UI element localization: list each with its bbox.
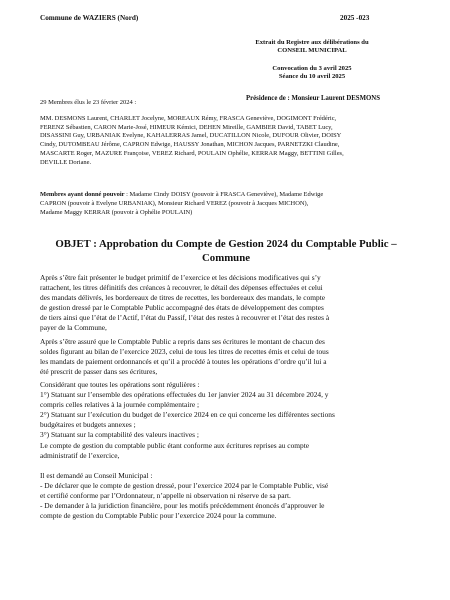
convocation-block	[232, 65, 392, 82]
body-line: Le compte de gestion du comptable public étant conforme aux écritures reprises au compte	[40, 440, 310, 450]
body-line: été prescrit de passer dans ses écritures,	[40, 367, 158, 377]
body-line: Après s’être assuré que le Comptable Public a repris dans ses écritures le montant de chacun des	[40, 337, 325, 346]
present-line: Cindy, DUTOMBEAU Jérôme, CAPRON Edwige, HAUSSY Jonathan, MICHON Jacques, PARNETZKI Claudine,	[40, 141, 340, 149]
present-members-list	[40, 115, 412, 167]
proxy-members	[40, 190, 412, 217]
body-line: budgétaires et budgets annexes ;	[40, 420, 136, 430]
paragraph-considerations-and-requests	[40, 380, 412, 521]
body-line: - De déclarer que le compte de gestion dressé, pour l’exercice 2024 par le Comptable Public, visé	[40, 480, 329, 490]
session-date: Séance du 10 avril 2025	[278, 73, 346, 81]
present-line: DISASSINI Guy, URBANIAK Evelyne, KAHALERRAS Jamel, DUCATILLON Nicole, DUFOUR Olivier, DOISY	[40, 132, 342, 140]
proxy-label: Membres ayant donné pouvoir	[40, 191, 125, 198]
present-line: DEVILLE Doriane.	[40, 158, 92, 166]
members-count: 29 Membres élus le 23 février 2024 :	[40, 99, 137, 106]
body-line: Considérant que toutes les opérations sont régulières :	[40, 380, 200, 389]
deliberation-reference: 2025 -023	[340, 14, 370, 22]
body-line: payer de la Commune,	[40, 323, 107, 333]
body-line: de tiers ainsi que l’état de l’Actif, l’état du Passif, l’état des restes à recouvrer et l’état des restes à	[40, 313, 330, 323]
commune-name: Commune de WAZIERS (Nord)	[40, 14, 139, 22]
blank-line	[40, 461, 412, 471]
proxy-line: Madame Maggy KERRAR (pouvoir à Ophélie POULAIN)	[40, 209, 193, 216]
body-line: 2°) Statuant sur l’exécution du budget de l’exercice 2024 en ce qui concerne les différentes sections	[40, 410, 335, 420]
convocation-date: Convocation du 3 avril 2025	[272, 65, 352, 72]
body-line: 3°) Statuant sur la comptabilité des valeurs inactives ;	[40, 430, 199, 440]
present-line: MASCARTE Roger, MAZURE Françoise, VEREZ Richard, POULAIN Ophélie, KERRAR Maggy, BETTINI Gilles,	[40, 149, 344, 157]
subject-line-1: OBJET : Approbation du Compte de Gestion 2024 du Comptable Public –	[55, 238, 397, 250]
body-line: compte de gestion du Comptable Public pour l’exercice 2024 pour la commune.	[40, 511, 277, 521]
deliberation-subject	[40, 237, 412, 265]
body-line: soldes figurant au bilan de l’exercice 2023, celui de tous les titres de recettes émis et celui de tous	[40, 347, 329, 357]
extract-line-2: CONSEIL MUNICIPAL	[277, 47, 347, 55]
body-line: - De demander à la juridiction financière, pour les motifs précédemment énoncés d’approuver le	[40, 501, 325, 511]
body-line: et certifié conforme par l’Ordonnateur, n’appelle ni observation ni réserve de sa part.	[40, 491, 291, 501]
present-line: MM. DESMONS Laurent, CHARLET Jocelyne, MOREAUX Rémy, FRASCA Geneviève, DOGIMONT Frédéric,	[40, 115, 337, 122]
paragraph-accountant-verification	[40, 337, 412, 377]
proxy-line	[40, 190, 412, 199]
body-line: compris celles relatives à la journée complémentaire ;	[40, 400, 200, 410]
proxy-line: CAPRON (pouvoir à Evelyne URBANIAK), Monsieur Richard VEREZ (pouvoir à Jacques MICHON),	[40, 200, 309, 207]
subject-line-2: Commune	[202, 252, 250, 264]
body-line: les mandats de paiement ordonnancés et qu’il a procédé à toutes les opérations d’ordre qu’il lui a	[40, 357, 327, 367]
presidency: Présidence de : Monsieur Laurent DESMONS	[246, 95, 380, 102]
proxy-text: : Madame Cindy DOISY (pouvoir à FRASCA Geneviève), Madame Edwige	[124, 191, 324, 198]
body-line: administratif de l’exercice,	[40, 450, 120, 460]
body-line: Après s’être fait présenter le budget primitif de l’exercice et les décisions modificatives qui s’y	[40, 273, 321, 282]
body-line: Il est demandé au Conseil Municipal :	[40, 470, 153, 480]
present-line: FERENZ Sébastien, CARON Marie-José, HIMEUR Kémici, DEHEN Mireille, GAMBIER David, TABET Lucy,	[40, 123, 333, 131]
paragraph-budget-presentation	[40, 273, 412, 334]
extract-line-1: Extrait du Registre aux délibérations du	[255, 39, 369, 46]
body-line: rattachent, les titres définitifs des créances à recouvrer, le détail des dépenses effectuées et celui	[40, 283, 323, 293]
body-line: 1°) Statuant sur l’ensemble des opérations effectuées du 1er janvier 2024 au 31 décembre 2024, y	[40, 390, 329, 400]
register-extract-heading	[232, 39, 392, 56]
body-line: de gestion dressé par le Comptable Public accompagné des états de développement des comptes	[40, 303, 324, 313]
body-line: des mandats délivrés, les bordereaux de titres de recettes, les bordereaux des mandats, le compte	[40, 293, 326, 303]
